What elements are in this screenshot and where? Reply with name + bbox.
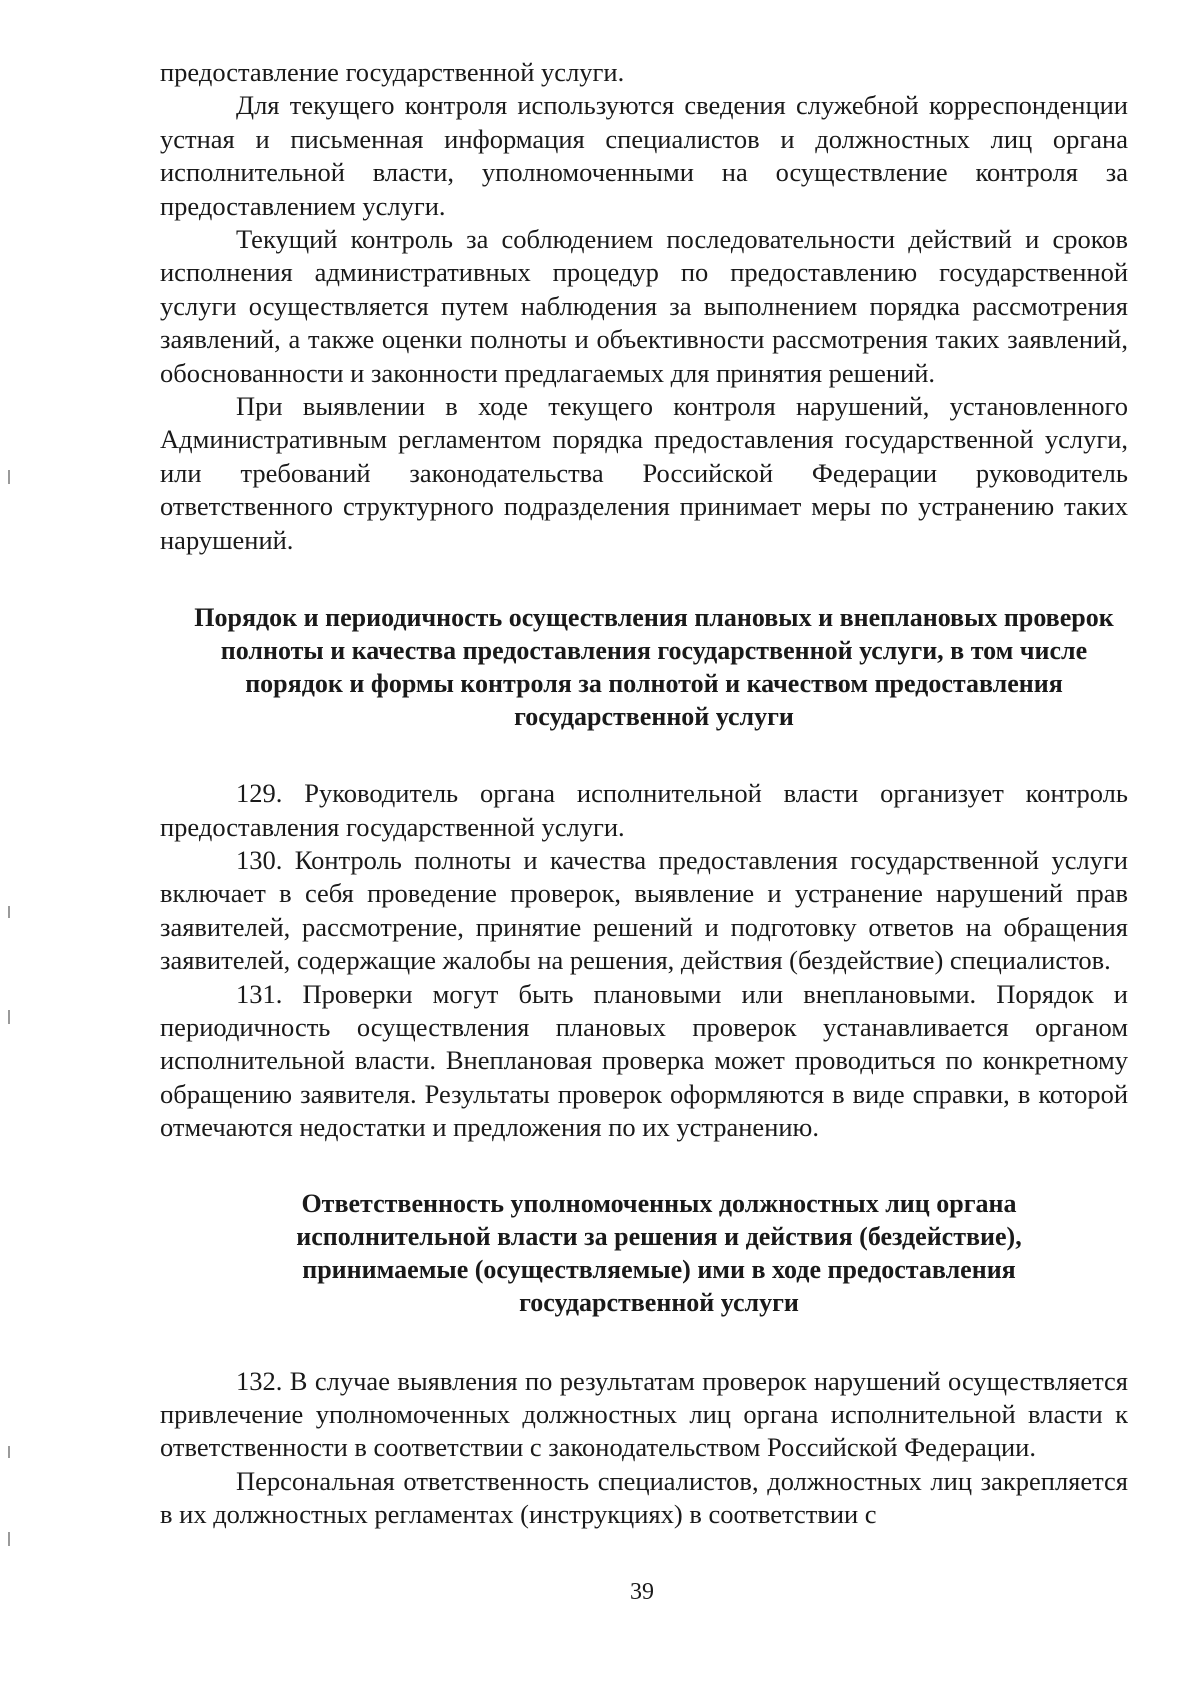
paragraph-130: 130. Контроль полноты и качества предоставления государственной услуги включает в себя проведение проверок, выявление и устранение нарушений прав заявителей, рассмотрение, принятие решений и подготовку ответов на обращения заявителей, содержащие жалобы на решения, действия (бездействие) специалистов. <box>160 844 1128 976</box>
paragraph-129: 129. Руководитель органа исполнительной власти организует контроль предоставления государственной услуги. <box>160 778 1128 842</box>
page-number: 39 <box>630 1579 654 1605</box>
scan-artifact-mark <box>8 906 10 918</box>
paragraph-violations-measures: При выявлении в ходе текущего контроля нарушений, установленного Административным регламентом порядка предоставления государственной услуги, или требований законодательства Российской Федерации руководитель ответственного структурного подразделения принимает меры по устранению таких нарушений. <box>160 391 1128 555</box>
scan-artifact-mark <box>8 470 10 484</box>
paragraph-personal-responsibility: Персональная ответственность специалистов, должностных лиц закрепляется в их должностных регламентах (инструкциях) в соответствии с <box>160 1465 1128 1530</box>
paragraph-continuation: предоставление государственной услуги. <box>160 57 625 87</box>
scan-artifact-mark <box>8 1532 10 1546</box>
paragraph-131: 131. Проверки могут быть плановыми или внеплановыми. Порядок и периодичность осуществления плановых проверок устанавливается органом исполнительной власти. Внеплановая проверка может проводиться по конкретному обращению заявителя. Результаты проверок оформляются в виде справки, в которой отмечаются недостатки и предложения по их устранению. <box>160 978 1128 1143</box>
paragraph-current-control-procedure: Текущий контроль за соблюдением последовательности действий и сроков исполнения административных процедур по предоставлению государственной услуги осуществляется путем наблюдения за выполнением порядка рассмотрения заявлений, а также оценки полноты и объективности рассмотрения таких заявлений, обоснованности и законности предлагаемых для принятия решений. <box>160 224 1128 388</box>
paragraph-132: 132. В случае выявления по результатам проверок нарушений осуществляется привлечение уполномоченных должностных лиц органа исполнительной власти к ответственности в соответствии с законодательством Российской Федерации. <box>160 1365 1128 1463</box>
page-footer <box>0 1578 1200 1608</box>
document-page <box>160 56 1128 1656</box>
paragraph-current-control-sources: Для текущего контроля используются сведения служебной корреспонденции устная и письменная информация специалистов и должностных лиц органа исполнительной власти, уполномоченными на осуществление контроля за предоставлением услуги. <box>160 90 1128 221</box>
scan-artifact-mark <box>8 1010 10 1024</box>
section-heading-responsibility: Ответственность уполномоченных должностных лиц органа исполнительной власти за решения и действия (бездействие), принимаемые (осуществляемые) ими в ходе предоставления государственной услуги <box>296 1188 1022 1317</box>
section-heading-inspections: Порядок и периодичность осуществления плановых и внеплановых проверок полноты и качества предоставления государственной услуги, в том числе порядок и формы контроля за полнотой и качеством предоставления государственной услуги <box>194 603 1114 732</box>
scan-artifact-mark <box>8 1446 10 1458</box>
